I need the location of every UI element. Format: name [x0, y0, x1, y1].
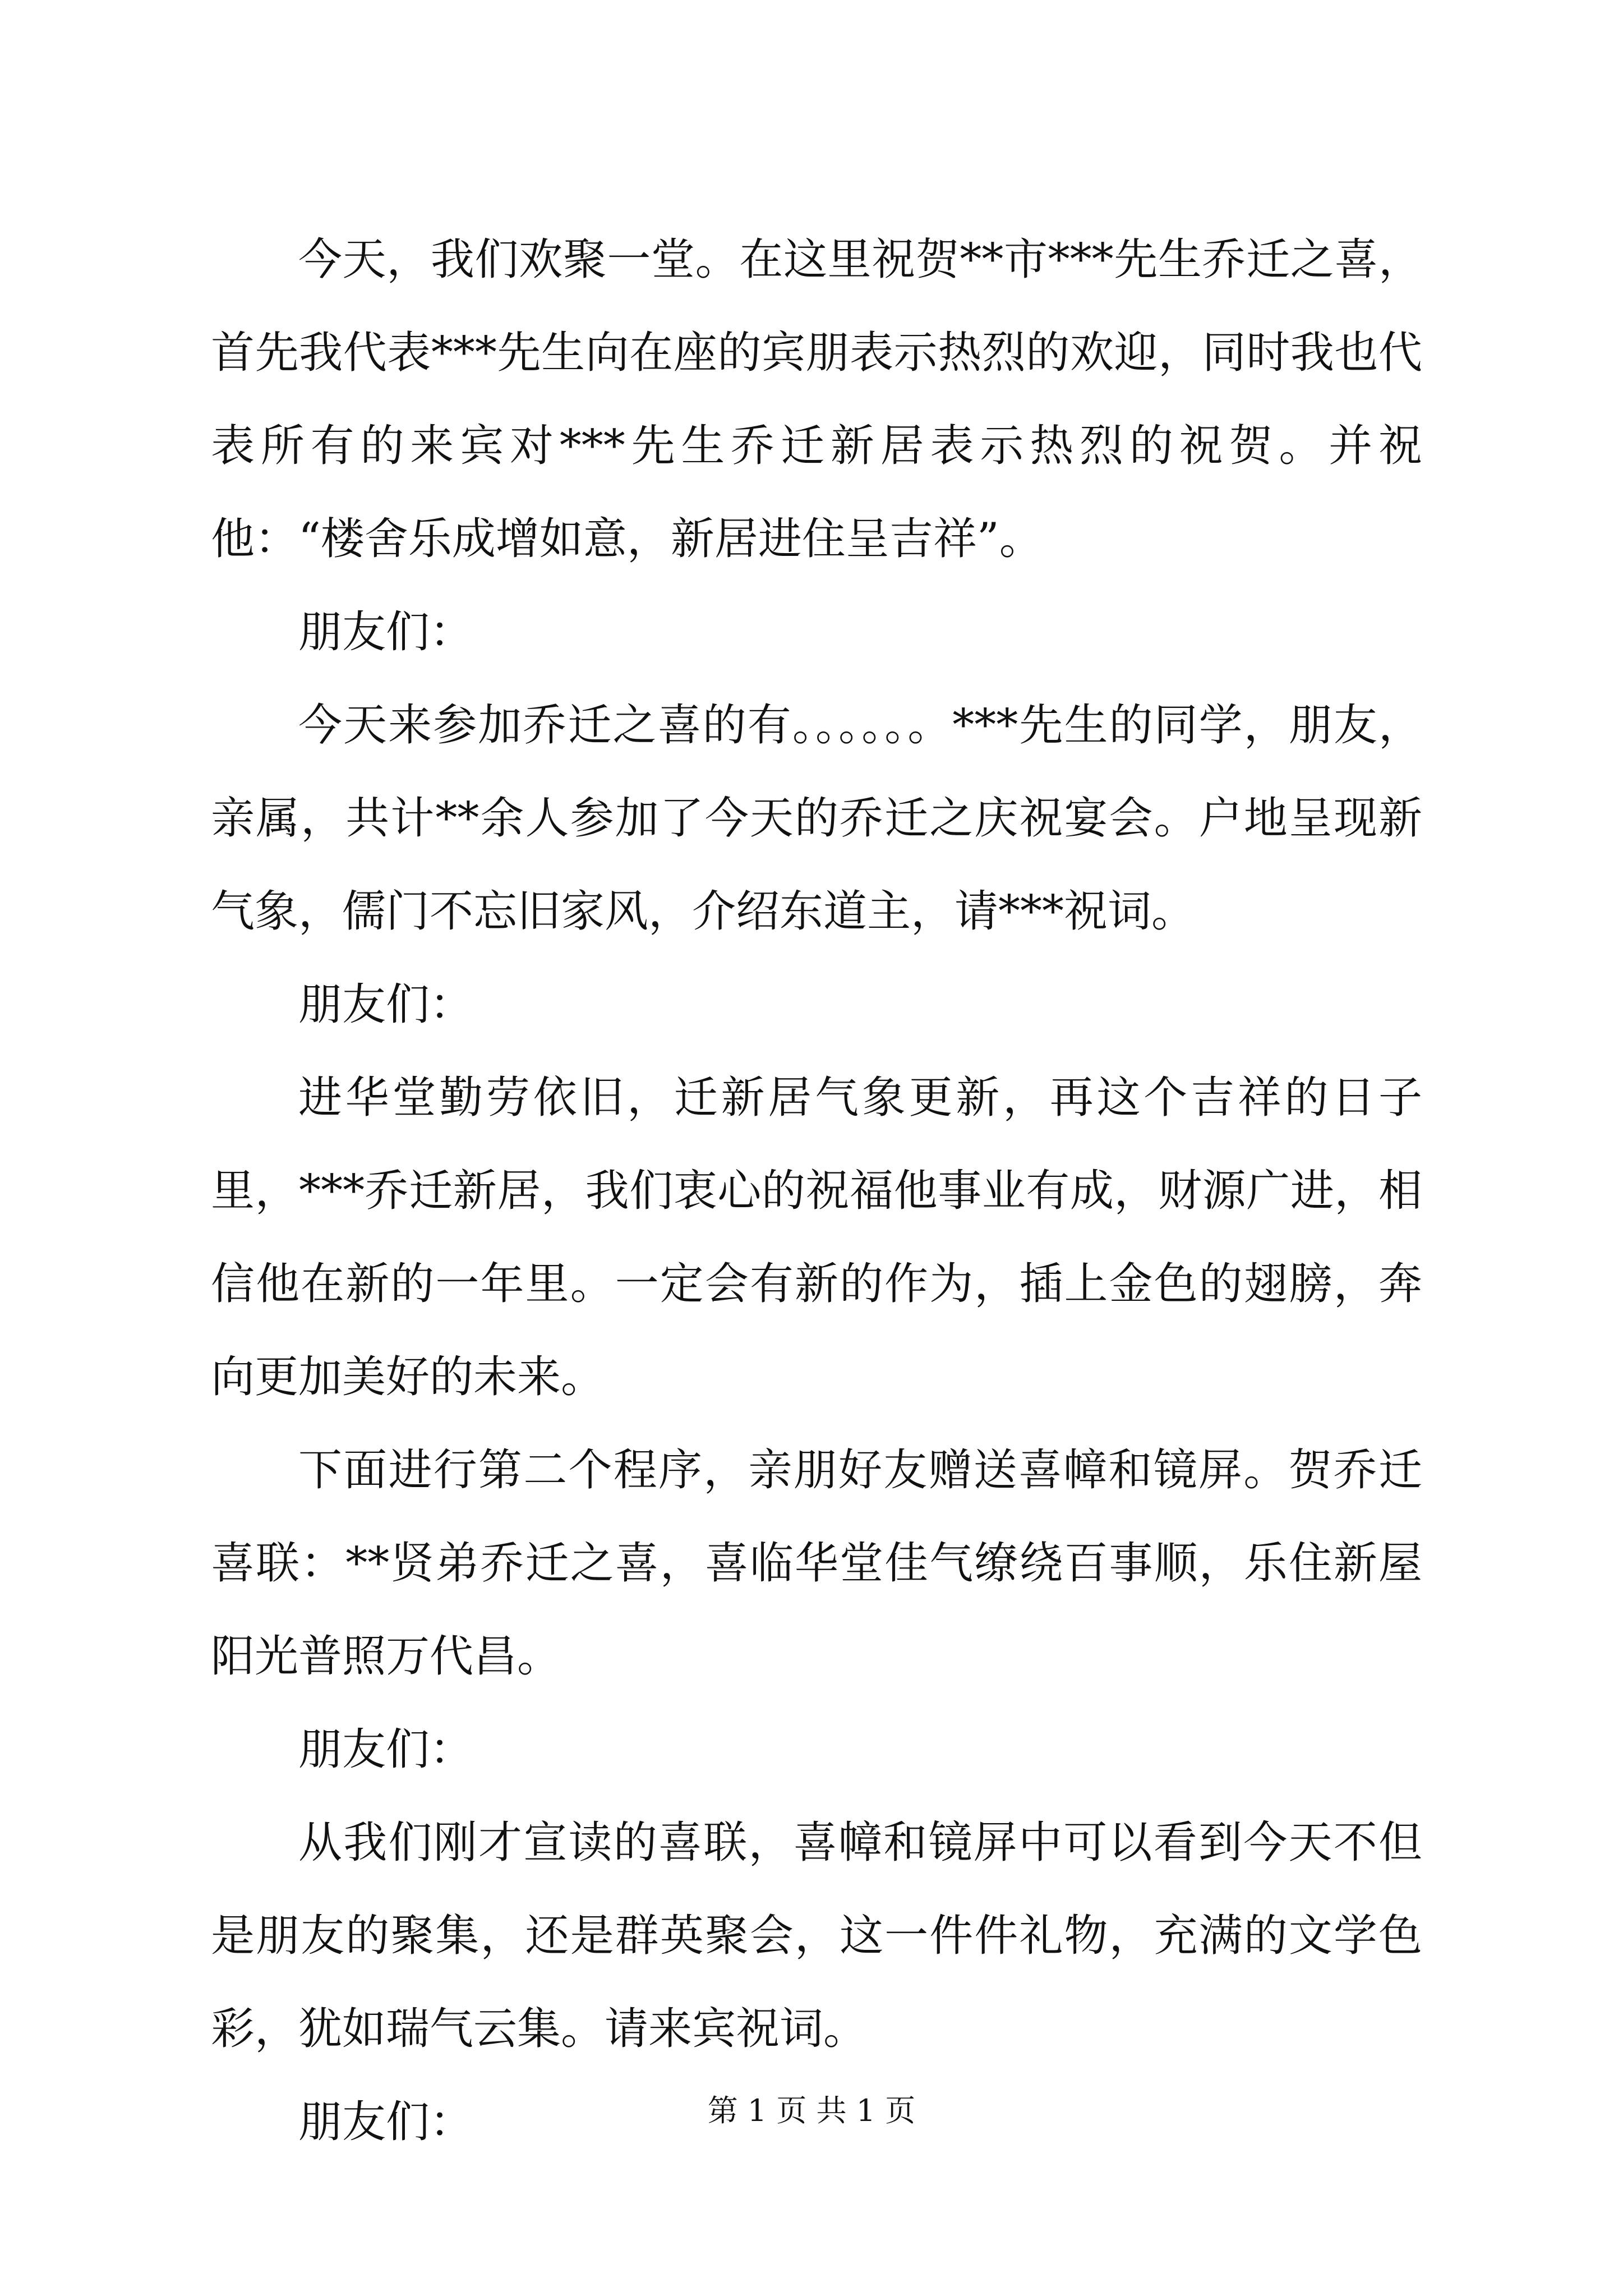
- paragraph-7: 朋友们：: [298, 1724, 474, 1775]
- paragraph-1: 今天，我们欢聚一堂。在这里祝贺**市***先生乔迁之喜，首先我代表***先生向在座的宾朋表示热烈的欢迎，同时我也代表所有的来宾对***先生乔迁新居表示热烈的祝贺。并祝他：“楼舍乐成增如意，新居进住呈吉祥”。: [211, 234, 1422, 564]
- paragraph-5: 进华堂勤劳依旧，迁新居气象更新，再这个吉祥的日子里，***乔迁新居，我们衷心的祝福他事业有成，财源广进，相信他在新的一年里。一定会有新的作为，插上金色的翅膀，奔向更加美好的未来。: [211, 1073, 1422, 1402]
- paragraph-2: 朋友们：: [298, 607, 474, 657]
- page-footer: 第 1 页 共 1 页: [707, 2093, 916, 2128]
- paragraph-8: 从我们刚才宣读的喜联，喜幛和镜屏中可以看到今天不但是朋友的聚集，还是群英聚会，这一件件礼物，充满的文学色彩，犹如瑞气云集。请来宾祝词。: [211, 1818, 1422, 2054]
- paragraph-3: 今天来参加乔迁之喜的有。。。。。。***先生的同学，朋友，亲属，共计**余人参加了今天的乔迁之庆祝宴会。户地呈现新气象，儒门不忘旧家风，介绍东道主，请***祝词。: [211, 700, 1422, 937]
- paragraph-4: 朋友们：: [298, 979, 474, 1030]
- document-body: [211, 213, 1422, 2169]
- paragraph-9: 朋友们：: [298, 2097, 474, 2147]
- paragraph-6: 下面进行第二个程序，亲朋好友赠送喜幛和镜屏。贺乔迁喜联：**贤弟乔迁之喜，喜临华堂佳气缭绕百事顺，乐住新屋阳光普照万代昌。: [211, 1445, 1422, 1682]
